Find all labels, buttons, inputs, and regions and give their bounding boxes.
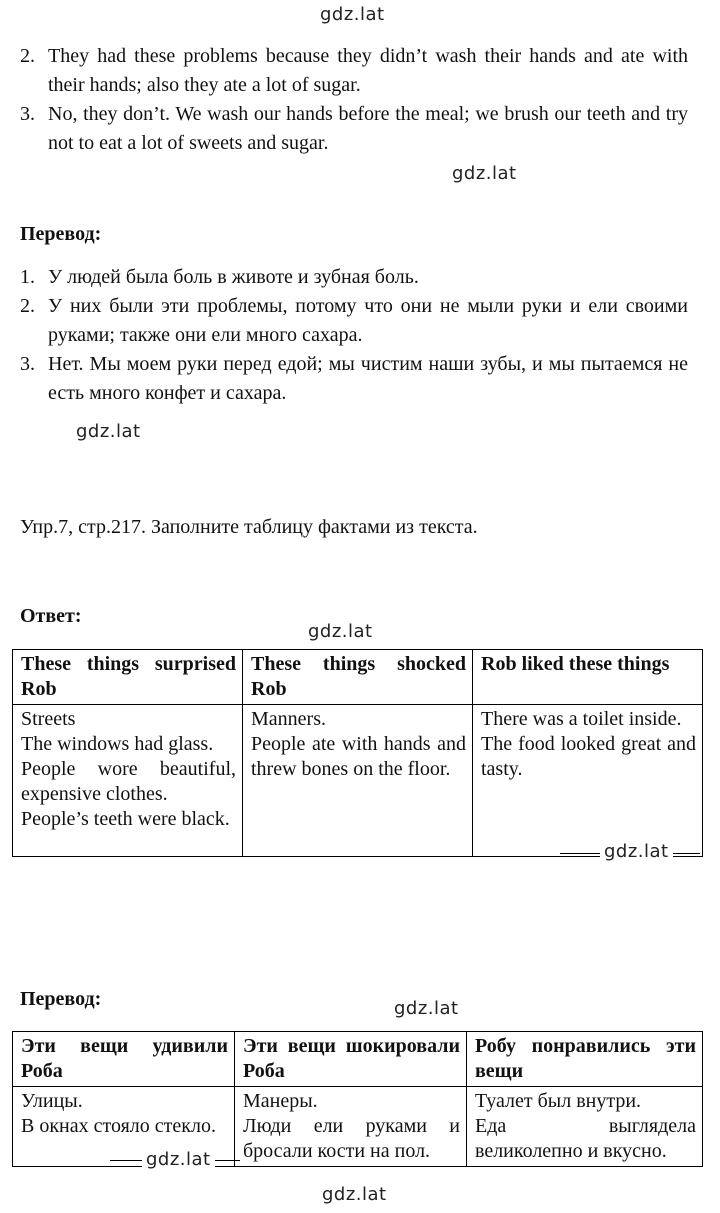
table-header-cell: These things shocked Rob bbox=[243, 650, 473, 705]
cell-line: Манеры. bbox=[243, 1090, 318, 1112]
watermark: gdz.lat bbox=[76, 421, 141, 442]
table-cell bbox=[13, 705, 243, 857]
exercise-title: Упр.7, стр.217. Заполните таблицу фактами из текста. bbox=[20, 516, 478, 538]
list-item bbox=[20, 350, 688, 408]
facts-table-russian bbox=[12, 1031, 703, 1167]
table-header-row bbox=[13, 650, 703, 705]
item-text: У них были эти проблемы, потому что они не мыли руки и ели своими руками; также они ели много сахара. bbox=[48, 295, 688, 346]
facts-table-english bbox=[12, 649, 703, 857]
table-header-cell: Эти вещи шокировали Роба bbox=[235, 1032, 467, 1087]
item-number: 3. bbox=[20, 353, 35, 375]
table-cell bbox=[467, 1087, 703, 1167]
translation-heading-2: Перевод: bbox=[20, 988, 102, 1010]
watermark: gdz.lat bbox=[452, 163, 517, 184]
item-text: No, they don’t. We wash our hands before the meal; we brush our teeth and try not to eat a lot of sweets and sugar. bbox=[48, 103, 688, 154]
table-cell bbox=[243, 705, 473, 857]
list-item bbox=[20, 263, 688, 292]
cell-line: Еда выглядела великолепно и вкусно. bbox=[475, 1115, 696, 1162]
watermark: gdz.lat bbox=[142, 1149, 215, 1170]
watermark-top: gdz.lat bbox=[320, 4, 385, 25]
table-row bbox=[13, 1087, 703, 1167]
table-header-cell: These things surprised Rob bbox=[13, 650, 243, 705]
cell-line: People’s teeth were black. bbox=[21, 808, 230, 830]
translation-heading: Перевод: bbox=[20, 223, 102, 245]
list-item bbox=[20, 292, 688, 350]
watermark: gdz.lat bbox=[308, 621, 373, 642]
cell-line: People wore beautiful, expensive clothes. bbox=[21, 758, 236, 805]
cell-line: Люди ели руками и бросали кости на пол. bbox=[243, 1115, 460, 1162]
item-number: 3. bbox=[20, 103, 35, 125]
english-answers-list bbox=[20, 42, 688, 158]
table-cell bbox=[235, 1087, 467, 1167]
cell-line: The windows had glass. bbox=[21, 733, 214, 755]
item-text: Нет. Мы моем руки перед едой; мы чистим наши зубы, и мы пытаемся не есть много конфет и сахара. bbox=[48, 353, 688, 404]
cell-line: В окнах стояло стекло. bbox=[21, 1115, 216, 1137]
cell-line: Manners. bbox=[251, 708, 326, 730]
table-cell bbox=[473, 705, 703, 857]
table-header-cell: Rob liked these things bbox=[473, 650, 703, 705]
cell-line: People ate with hands and threw bones on the floor. bbox=[251, 733, 466, 780]
cell-line: Улицы. bbox=[21, 1090, 83, 1112]
list-item bbox=[20, 42, 688, 100]
answer-heading: Ответ: bbox=[20, 605, 82, 627]
list-item bbox=[20, 100, 688, 158]
cell-line: The food looked great and tasty. bbox=[481, 733, 696, 780]
item-number: 2. bbox=[20, 295, 35, 317]
item-text: They had these problems because they didn’t wash their hands and ate with their hands; also they ate a lot of sugar. bbox=[48, 45, 688, 96]
item-number: 2. bbox=[20, 45, 35, 67]
watermark: gdz.lat bbox=[394, 998, 459, 1019]
watermark: gdz.lat bbox=[600, 841, 673, 862]
watermark-bottom: gdz.lat bbox=[322, 1184, 387, 1205]
item-number: 1. bbox=[20, 266, 35, 288]
cell-line: Streets bbox=[21, 708, 76, 730]
item-text: У людей была боль в животе и зубная боль. bbox=[48, 266, 419, 288]
cell-line: There was a toilet inside. bbox=[481, 708, 682, 730]
table-header-cell: Эти вещи удивили Роба bbox=[13, 1032, 235, 1087]
russian-answers-list bbox=[20, 263, 688, 408]
cell-line: Туалет был внутри. bbox=[475, 1090, 642, 1112]
table-row bbox=[13, 705, 703, 857]
table-header-row bbox=[13, 1032, 703, 1087]
table-header-cell: Робу понравились эти вещи bbox=[467, 1032, 703, 1087]
